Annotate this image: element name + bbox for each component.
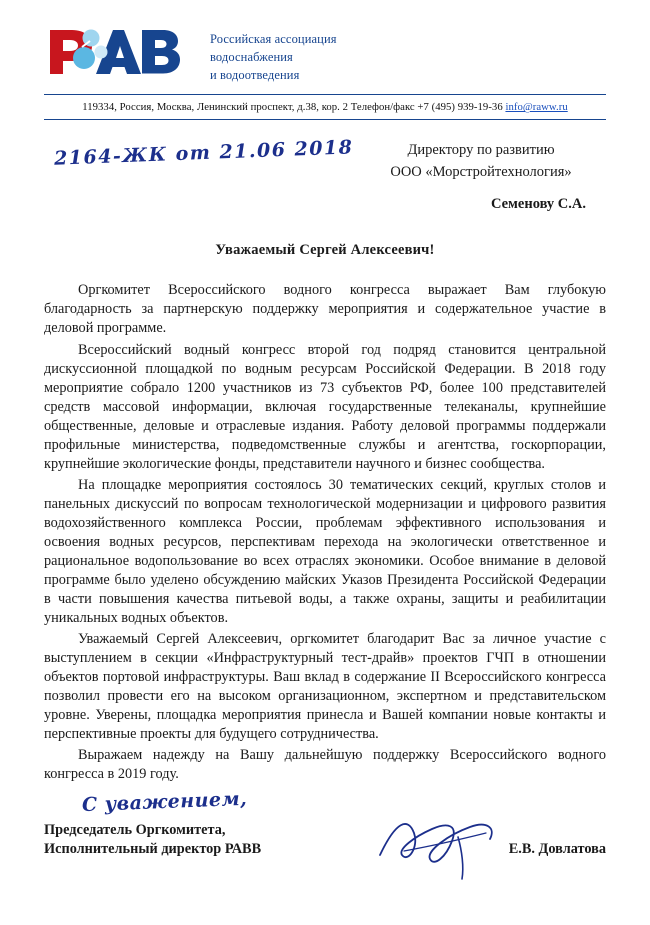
contact-line bbox=[44, 95, 606, 115]
header-divider-bottom bbox=[44, 119, 606, 120]
letter-body bbox=[44, 281, 606, 784]
org-line-1: Российская ассоциация bbox=[210, 32, 337, 46]
signature-block bbox=[44, 787, 606, 887]
signatory-title-2: Исполнительный директор РАВВ bbox=[44, 841, 262, 858]
addressee-block bbox=[356, 140, 606, 184]
paragraph-3: На площадке мероприятия состоялось 30 тематических секций, круглых столов и панельных дискуссий по вопросам технологической модернизации и цифрового развития водохозяйственного комплекса России, проблемам эффективного использования и освоения водных ресурсов, перспективам перехода на экологически ответственное и рациональное водопользование во всех отраслях экономики. Особое внимание в деловой программе было уделено обсуждению майских Указов Президента Российской Федерации в части повышения качества питьевой воды, а также охраны, защиты и реабилитации уникальных водных объектов. bbox=[44, 476, 606, 626]
handwritten-closing: С уважением, bbox=[81, 787, 248, 817]
paragraph-4: Уважаемый Сергей Алексеевич, оргкомитет благодарит Вас за личное участие с выступлением в секции «Инфраструктурный тест-драйв» проектов ГЧП в отношении объектов портовой инфраструктуры. Ваш вклад в содержание II Всероссийского конгресса позволил провести его на высоком организационном, экспертном и представительском уровне. Уверены, площадка мероприятия принесла и Вашей компании новые контакты и перспективные проекты для будущего сотрудничества. bbox=[44, 630, 606, 742]
signatory-titles bbox=[44, 821, 261, 860]
salutation: Уважаемый Сергей Алексеевич! bbox=[215, 242, 435, 259]
signature-scribble-icon bbox=[374, 811, 504, 881]
addressee-person: Семенову С.А. bbox=[490, 196, 586, 212]
ravv-logo bbox=[44, 22, 194, 84]
paragraph-5: Выражаем надежду на Вашу дальнейшую поддержку Всероссийского водного конгресса в 2019 году. bbox=[44, 746, 606, 782]
letterhead bbox=[44, 0, 606, 84]
addressee-position: Директору по развитию bbox=[407, 142, 555, 158]
signatory-title-1: Председатель Оргкомитета, bbox=[44, 822, 226, 838]
org-line-2: водоснабжения bbox=[210, 50, 293, 65]
addressee-company: ООО «Морстройтехнология» bbox=[390, 163, 572, 180]
paragraph-2: Всероссийский водный конгресс второй год подряд становится центральной дискуссионной площадкой по водным ресурсам Российской Федерации. В 2018 году мероприятие собрало 1200 участников из 73 субъектов РФ, более 100 представителей средств массовой информации, включая государственные телеканалы, крупнейшие общественные, деловые и отраслевые издания. Работу деловой программы поддержали профильные министерства, подведомственные службы и агентства, госкорпорации, крупнейшие экологические фонды, представители научного и бизнес сообщества. bbox=[44, 341, 606, 472]
signatory-name: Е.В. Довлатова bbox=[508, 841, 606, 857]
contact-address: 119334, Россия, Москва, Ленинский проспект, д.38, кор. 2 Телефон/факс +7 (495) 939-19-36 bbox=[82, 101, 506, 114]
handwritten-outgoing-number: 2164-ЖК от 21.06 2018 bbox=[53, 136, 354, 171]
org-line-3: и водоотведения bbox=[210, 68, 300, 83]
logo-graphic bbox=[44, 22, 194, 84]
email-link[interactable]: info@raww.ru bbox=[505, 101, 568, 114]
organization-name bbox=[210, 22, 337, 84]
paragraph-1: Оргкомитет Всероссийского водного конгресса выражает Вам глубокую благодарность за партнерскую поддержку мероприятия и содержательное участие в деловой программе. bbox=[44, 282, 606, 337]
